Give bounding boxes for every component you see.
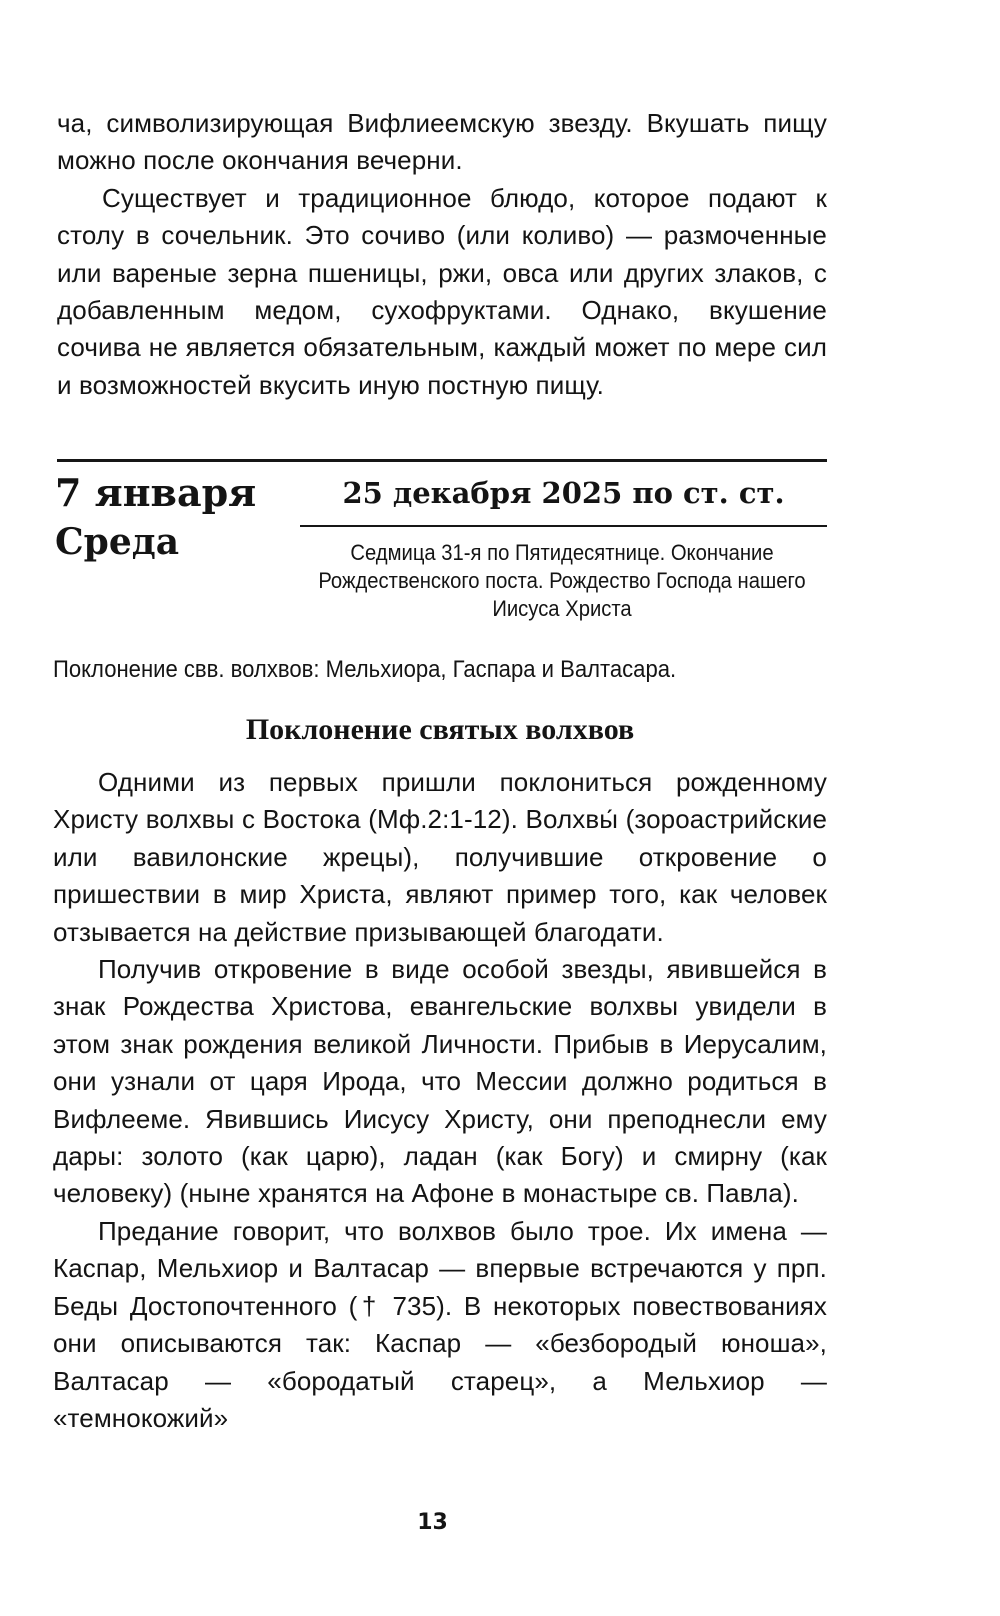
section-title: Поклонение святых волхвов [245, 713, 635, 746]
old-style-date: 25 декабря 2025 по ст. ст. [342, 476, 785, 510]
intro-paragraph: Существует и традиционное блюдо, которое подают к столу в сочельник. Это сочиво (или коливо) — размоченные или вареные зерна пшеницы, ржи, овса или других злаков, с добавленным медом, сухофруктами. Однако, вкушение сочива не является обязательным, каждый может по мере сил и возможностей вкусить иную постную пищу. [57, 182, 827, 400]
section-paragraph: Предание говорит, что волхвов было трое. Их имена — Каспар, Мельхиор и Валтасар — впервые встречаются у прп. Беды Достопочтенного († 735). В некоторых повествованиях они описываются так: Каспар — «безбородый юноша», Валтасар — «бородатый старец», а Мельхиор — «темнокожий» [53, 1215, 827, 1433]
intro-paragraph: ча, символизирующая Вифлиеемскую звезду. Вкушать пищу можно после окончания вечерни. [57, 108, 827, 176]
section-paragraph: Одними из первых пришли поклониться рожденному Христу волхвы с Востока (Мф.2:1-12). Волхвы́ (зороастрийские или вавилонские жрецы), получившие откровение о пришествии в мир Христа, являют пример того, как человек отзывается на действие призывающей благодати. [53, 767, 827, 947]
section-paragraph: Получив откровение в виде особой звезды, явившейся в знак Рождества Христова, евангельские волхвы увидели в этом знак рождения великой Личности. Прибыв в Иерусалим, они узнали от царя Ирода, что Мессии должно родиться в Вифлееме. Явившись Иисусу Христу, они преподнесли ему дары: золото (как царю), ладан (как Богу) и смирну (как человеку) (ныне хранятся на Афоне в монастыре св. Павла). [53, 954, 827, 1209]
week-note: Седмица 31-я по Пятидесятнице. Окончание Рождественского поста. Рождество Господа нашего Иисуса Христа [318, 540, 806, 621]
section-divider [57, 459, 827, 462]
commemoration-line: Поклонение свв. волхвов: Мельхиора, Гаспара и Валтасара. [53, 656, 677, 683]
section-body [53, 764, 827, 1437]
calendar-date-block [55, 470, 295, 565]
date-divider [300, 525, 827, 527]
intro-text [57, 105, 827, 404]
page-number: 13 [417, 1510, 448, 1535]
calendar-weekday: Среда [55, 521, 180, 563]
calendar-date: 7 января [55, 470, 257, 515]
